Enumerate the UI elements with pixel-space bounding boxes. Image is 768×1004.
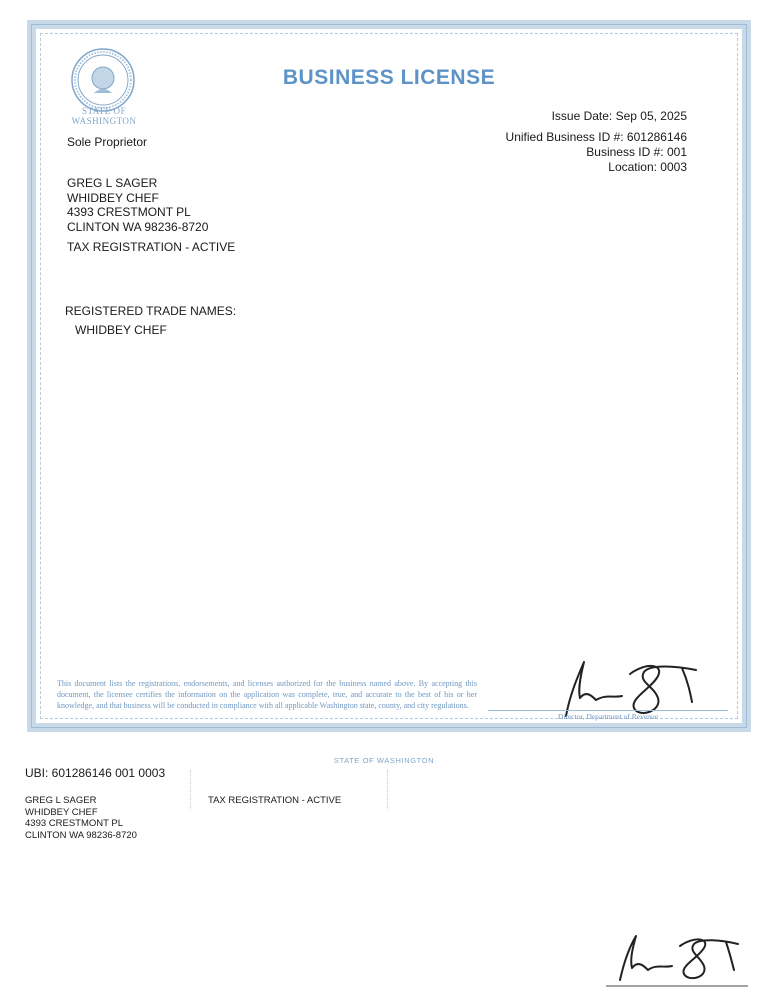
trade-name-item: WHIDBEY CHEF bbox=[75, 323, 167, 337]
stub-state-header: STATE OF WASHINGTON bbox=[333, 756, 435, 765]
address-line: 4393 CRESTMONT PL bbox=[67, 205, 191, 219]
stub-ubi: UBI: 601286146 001 0003 bbox=[25, 766, 166, 780]
address-line: CLINTON WA 98236-8720 bbox=[67, 219, 209, 234]
stub-divider bbox=[190, 770, 191, 810]
director-title: Director, Department of Revenue bbox=[557, 712, 659, 721]
stub-address-line: WHIDBEY CHEF bbox=[25, 806, 98, 818]
issue-date: Issue Date: Sep 05, 2025 bbox=[551, 109, 687, 123]
signature-line bbox=[488, 710, 728, 711]
stub-signature bbox=[598, 930, 748, 990]
stub-address bbox=[25, 795, 137, 841]
license-title: BUSINESS LICENSE bbox=[282, 66, 496, 89]
location-id: Location: 0003 bbox=[608, 160, 687, 174]
address-line: GREG L SAGER bbox=[67, 176, 158, 190]
business-id: Business ID #: 001 bbox=[586, 145, 687, 159]
seal-state-name: STATE OF WASHINGTON bbox=[71, 106, 137, 126]
stub-address-line: CLINTON WA 98236-8720 bbox=[25, 829, 137, 841]
license-id-block bbox=[506, 109, 687, 175]
stub-tax-status: TAX REGISTRATION - ACTIVE bbox=[208, 795, 342, 806]
stub-address-line: 4393 CRESTMONT PL bbox=[25, 818, 124, 829]
stub-divider bbox=[387, 770, 388, 810]
business-license-certificate bbox=[27, 20, 751, 732]
tax-registration-status: TAX REGISTRATION - ACTIVE bbox=[67, 240, 236, 254]
stub-address-line: GREG L SAGER bbox=[25, 795, 97, 806]
trade-names-heading: REGISTERED TRADE NAMES: bbox=[65, 304, 237, 318]
licensee-address bbox=[67, 176, 208, 234]
license-disclaimer: This document lists the registrations, endorsements, and licenses authorized for the business named above. By accepting this document, the licensee certifies the information on the application was complete, true, and accurate to the best of his or her knowledge, and that business will be conducted in compliance with all applicable Washington state, county, and city regulations. bbox=[57, 679, 477, 710]
address-line: WHIDBEY CHEF bbox=[67, 190, 159, 205]
ownership-type: Sole Proprietor bbox=[67, 135, 148, 149]
unified-business-id: Unified Business ID #: 601286146 bbox=[505, 130, 687, 144]
